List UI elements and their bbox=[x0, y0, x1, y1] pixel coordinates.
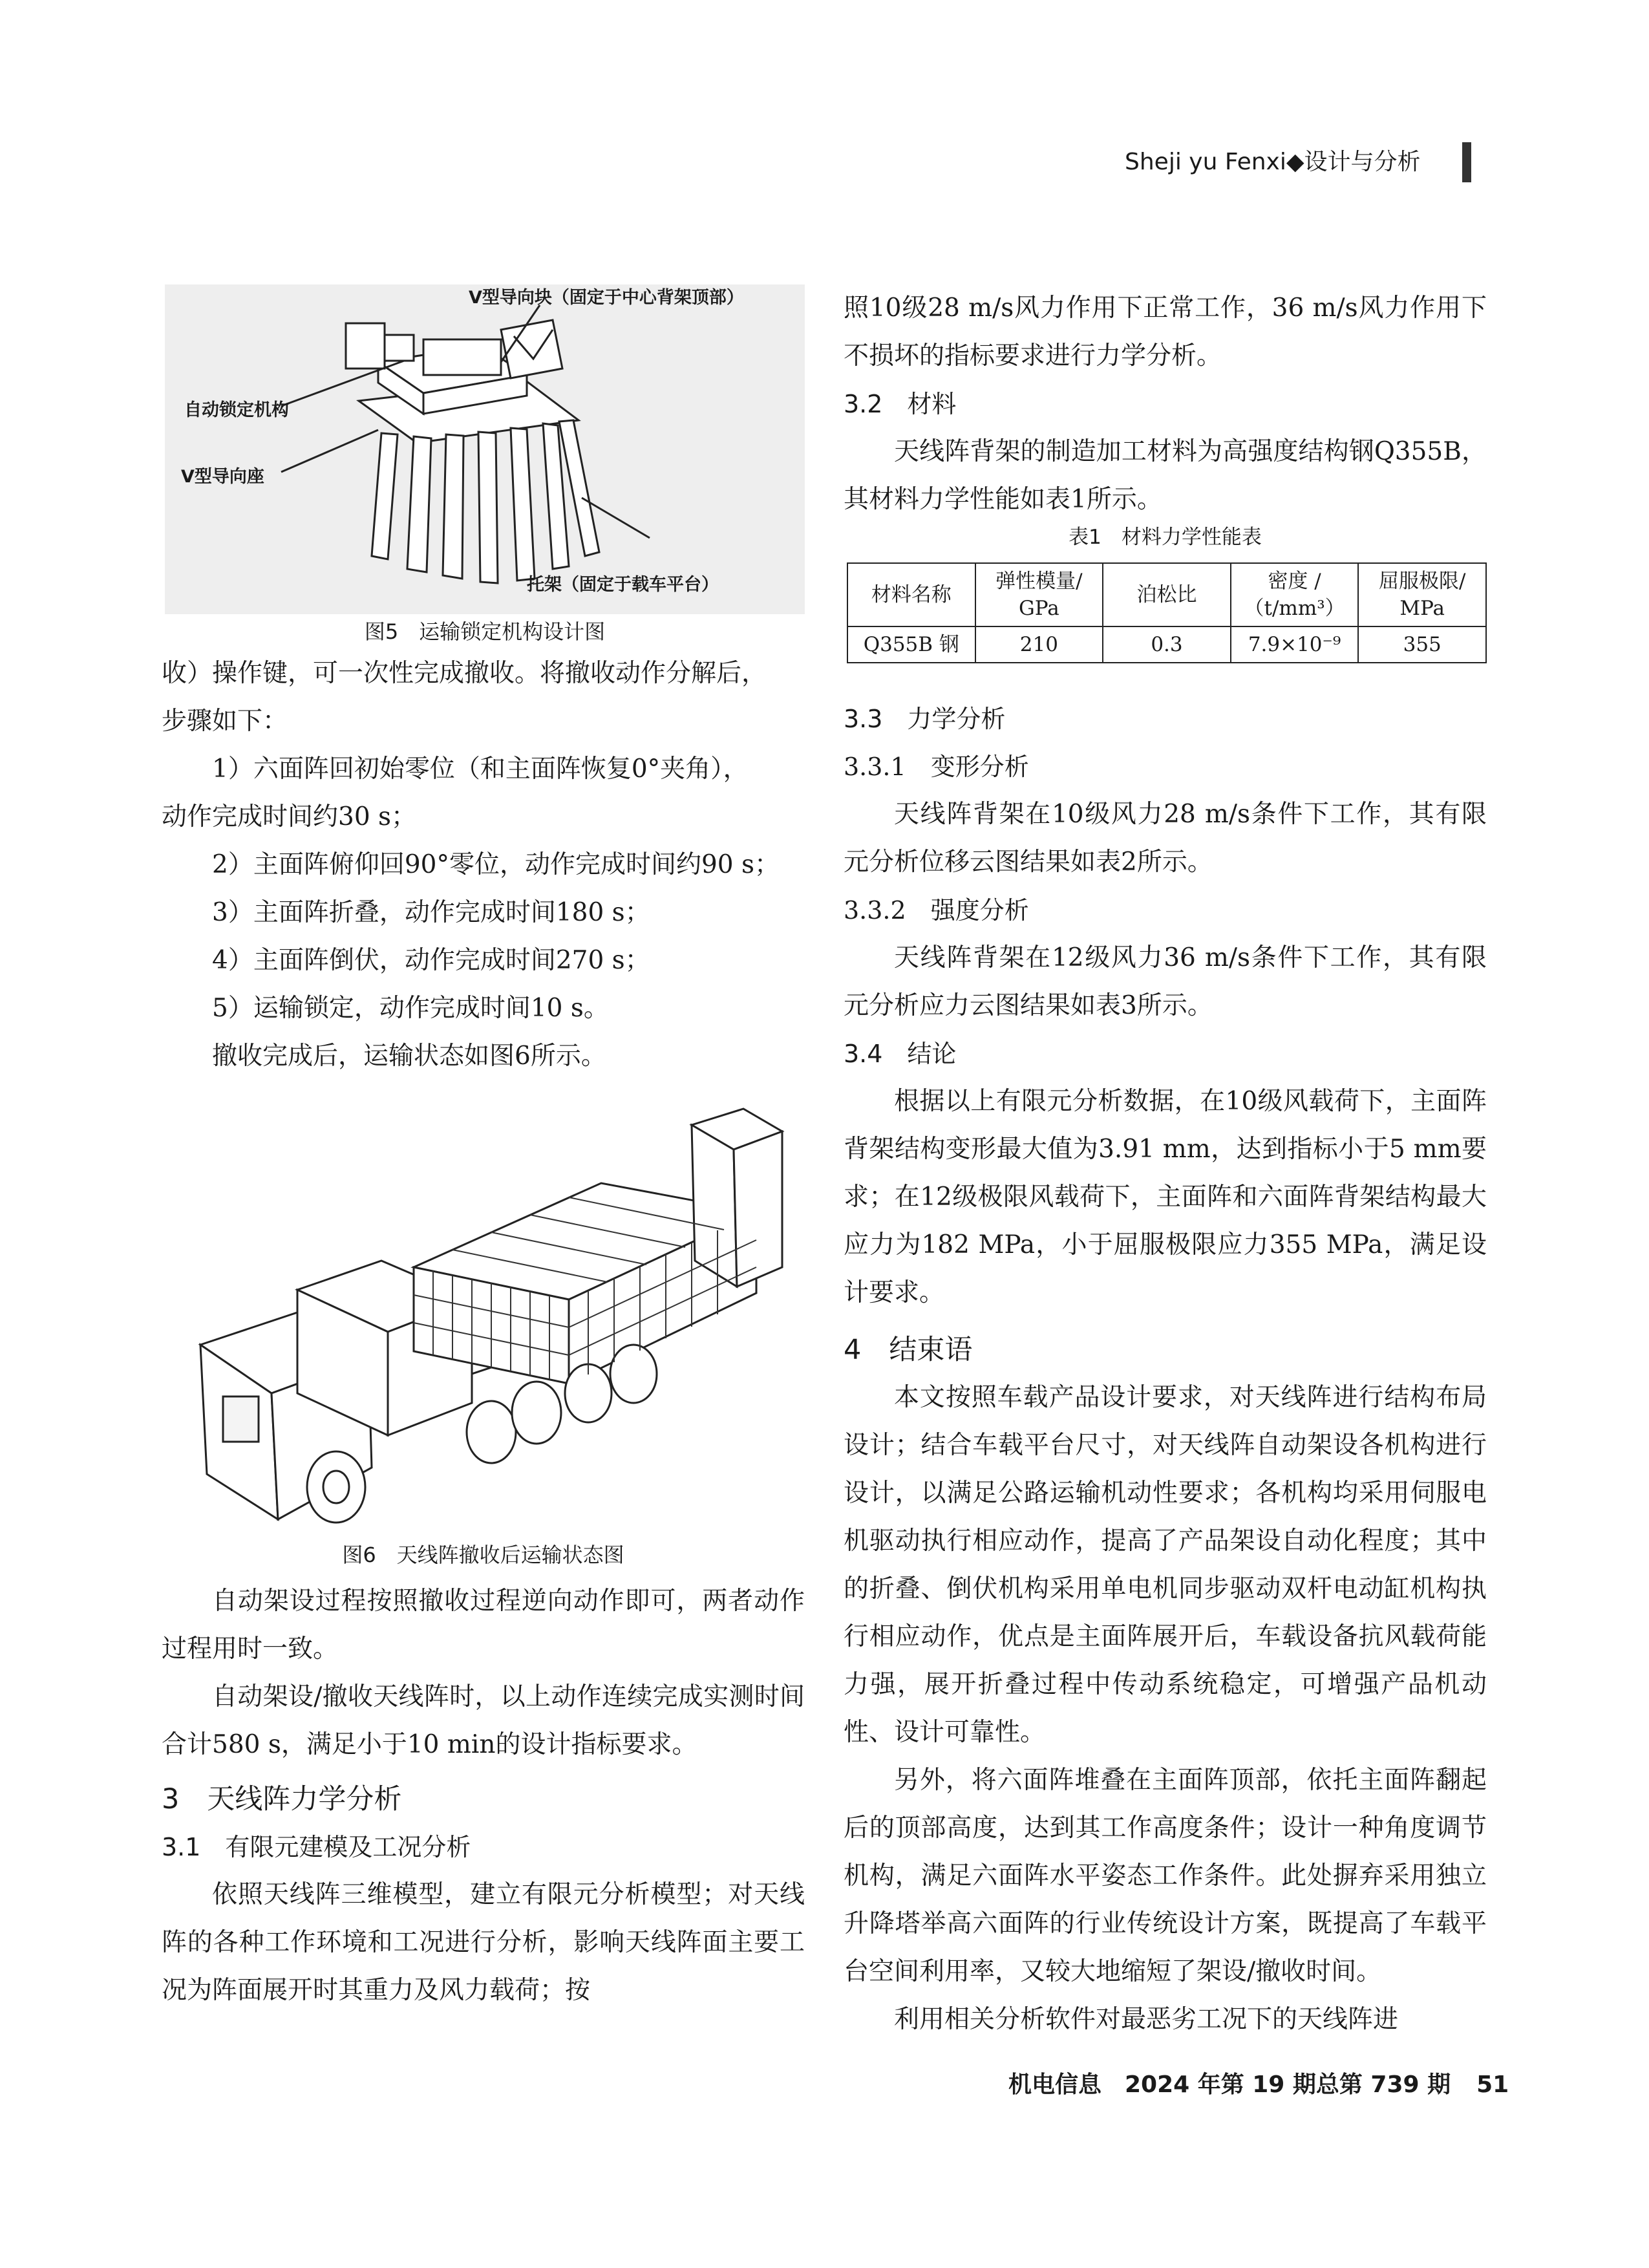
right-para-5: 根据以上有限元分析数据，在10级风载荷下，主面阵背架结构变形最大值为3.91 mm，达到指标小于5 mm要求；在12级极限风载荷下，主面阵和六面阵背架结构最大应力为182 MPa，小于屈服极限应力355 MPa，满足设计要求。 bbox=[844, 1087, 1487, 1307]
header-material-name: 材料名称 bbox=[847, 563, 975, 626]
header-density: 密度 / （t/mm³） bbox=[1231, 563, 1359, 626]
label-auto-lock: 自动锁定机构 bbox=[184, 400, 289, 420]
step-3: 3）主面阵折叠，动作完成时间180 s； bbox=[212, 898, 650, 927]
material-properties-table bbox=[847, 562, 1487, 663]
page-number: 51 bbox=[1476, 2071, 1509, 2098]
header-elastic-modulus: 弹性模量/ GPa bbox=[975, 563, 1103, 626]
section-3-3-1-heading: 3.3.1 变形分析 bbox=[844, 753, 1029, 781]
right-para-4: 天线阵背架在12级风力36 m/s条件下工作，其有限元分析应力云图结果如表3所示。 bbox=[844, 943, 1487, 1020]
page-footer bbox=[1008, 2066, 1509, 2099]
left-para-2: 自动架设过程按照撤收过程逆向动作即可，两者动作过程用时一致。 bbox=[162, 1587, 805, 1664]
cell-material: Q355B 钢 bbox=[847, 626, 975, 663]
section-3-3-heading: 3.3 力学分析 bbox=[844, 705, 1006, 733]
left-para-1-line-2: 步骤如下： bbox=[162, 707, 288, 736]
truck-transport-drawing bbox=[187, 1073, 795, 1539]
right-block-2 bbox=[844, 695, 1487, 2044]
section-3-1-heading: 3.1 有限元建模及工况分析 bbox=[162, 1833, 471, 1861]
section-3-4-heading: 3.4 结论 bbox=[844, 1040, 957, 1068]
step-2: 2）主面阵俯仰回90°零位，动作完成时间约90 s； bbox=[212, 850, 780, 879]
right-para-6: 本文按照车载产品设计要求，对天线阵进行结构布局设计；结合车载平台尺寸，对天线阵自动架设各机构进行设计，以满足公路运输机动性要求；各机构均采用伺服电机驱动执行相应动作，提高了产品架设自动化程度；其中的折叠、倒伏机构采用单电机同步驱动双杆电动缸机构执行相应动作，优点是主面阵展开后，车载设备抗风载荷能力强，展开折叠过程中传动系统稳定，可增强产品机动性、设计可靠性。 bbox=[844, 1383, 1487, 1747]
table-row bbox=[847, 626, 1486, 663]
header-diamond: ◆ bbox=[1286, 149, 1304, 175]
step-4: 4）主面阵倒伏，动作完成时间270 s； bbox=[212, 946, 650, 975]
header-bar bbox=[1462, 142, 1471, 182]
section-3-3-2-heading: 3.3.2 强度分析 bbox=[844, 896, 1029, 925]
cell-poisson-ratio: 0.3 bbox=[1103, 626, 1231, 663]
left-block-1 bbox=[162, 650, 805, 1080]
left-para-1-line-1: 收）操作键，可一次性完成撤收。将撤收动作分解后， bbox=[162, 659, 767, 688]
right-block-1 bbox=[844, 284, 1487, 524]
section-4-heading: 4 结束语 bbox=[844, 1334, 973, 1366]
table-header-row bbox=[847, 563, 1486, 626]
step-5: 5）运输锁定，动作完成时间10 s。 bbox=[212, 994, 609, 1023]
figure-5-caption: 图5 运输锁定机构设计图 bbox=[364, 619, 606, 644]
section-3-heading: 3 天线阵力学分析 bbox=[162, 1783, 402, 1815]
table-1 bbox=[847, 562, 1487, 663]
label-v-guide-block: V型导向块（固定于中心背架顶部） bbox=[469, 288, 744, 308]
step-1: 1）六面阵回初始零位（和主面阵恢复0°夹角）， bbox=[212, 754, 749, 784]
right-para-1: 照10级28 m/s风力作用下正常工作，36 m/s风力作用下不损坏的指标要求进行力学分析。 bbox=[844, 294, 1487, 370]
cell-yield-limit: 355 bbox=[1358, 626, 1486, 663]
right-para-3: 天线阵背架在10级风力28 m/s条件下工作，其有限元分析位移云图结果如表2所示。 bbox=[844, 800, 1487, 877]
step-summary: 撤收完成后，运输状态如图6所示。 bbox=[212, 1042, 606, 1071]
right-para-8: 利用相关分析软件对最恶劣工况下的天线阵进 bbox=[894, 2005, 1399, 2034]
left-para-4: 依照天线阵三维模型，建立有限元分析模型；对天线阵的各种工作环境和工况进行分析，影响天线阵面主要工况为阵面展开时其重力及风力载荷；按 bbox=[162, 1880, 805, 2005]
cell-elastic-modulus: 210 bbox=[975, 626, 1103, 663]
figure-6 bbox=[187, 1073, 795, 1539]
header-section: 设计与分析 bbox=[1304, 149, 1421, 175]
left-para-3: 自动架设/撤收天线阵时，以上动作连续完成实测时间合计580 s，满足小于10 min的设计指标要求。 bbox=[162, 1682, 805, 1759]
table-1-caption: 表1 材料力学性能表 bbox=[1069, 526, 1262, 549]
left-block-2 bbox=[162, 1578, 805, 2015]
header-pinyin: Sheji yu Fenxi bbox=[1125, 149, 1286, 175]
step-1-cont: 动作完成时间约30 s； bbox=[162, 802, 417, 831]
header-poisson-ratio: 泊松比 bbox=[1103, 563, 1231, 626]
header-yield-limit: 屈服极限/ MPa bbox=[1358, 563, 1486, 626]
right-para-7: 另外，将六面阵堆叠在主面阵顶部，依托主面阵翻起后的顶部高度，达到其工作高度条件；设计一种角度调节机构，满足六面阵水平姿态工作条件。此处摒弃采用独立升降塔举高六面阵的行业传统设计方案，既提高了车载平台空间利用率，又较大地缩短了架设/撤收时间。 bbox=[844, 1766, 1487, 1986]
right-para-2: 天线阵背架的制造加工材料为高强度结构钢Q355B，其材料力学性能如表1所示。 bbox=[844, 437, 1487, 514]
figure-6-caption: 图6 天线阵撤收后运输状态图 bbox=[342, 1543, 624, 1567]
section-3-2-heading: 3.2 材料 bbox=[844, 390, 957, 418]
running-header bbox=[1125, 144, 1421, 177]
label-v-guide-seat: V型导向座 bbox=[181, 467, 264, 487]
label-bracket: 托架（固定于载车平台） bbox=[527, 575, 719, 595]
figure-5 bbox=[165, 284, 805, 614]
footer-journal: 机电信息 2024 年第 19 期总第 739 期 bbox=[1008, 2071, 1451, 2098]
transport-lock-drawing bbox=[165, 284, 805, 614]
cell-density: 7.9×10⁻⁹ bbox=[1231, 626, 1359, 663]
